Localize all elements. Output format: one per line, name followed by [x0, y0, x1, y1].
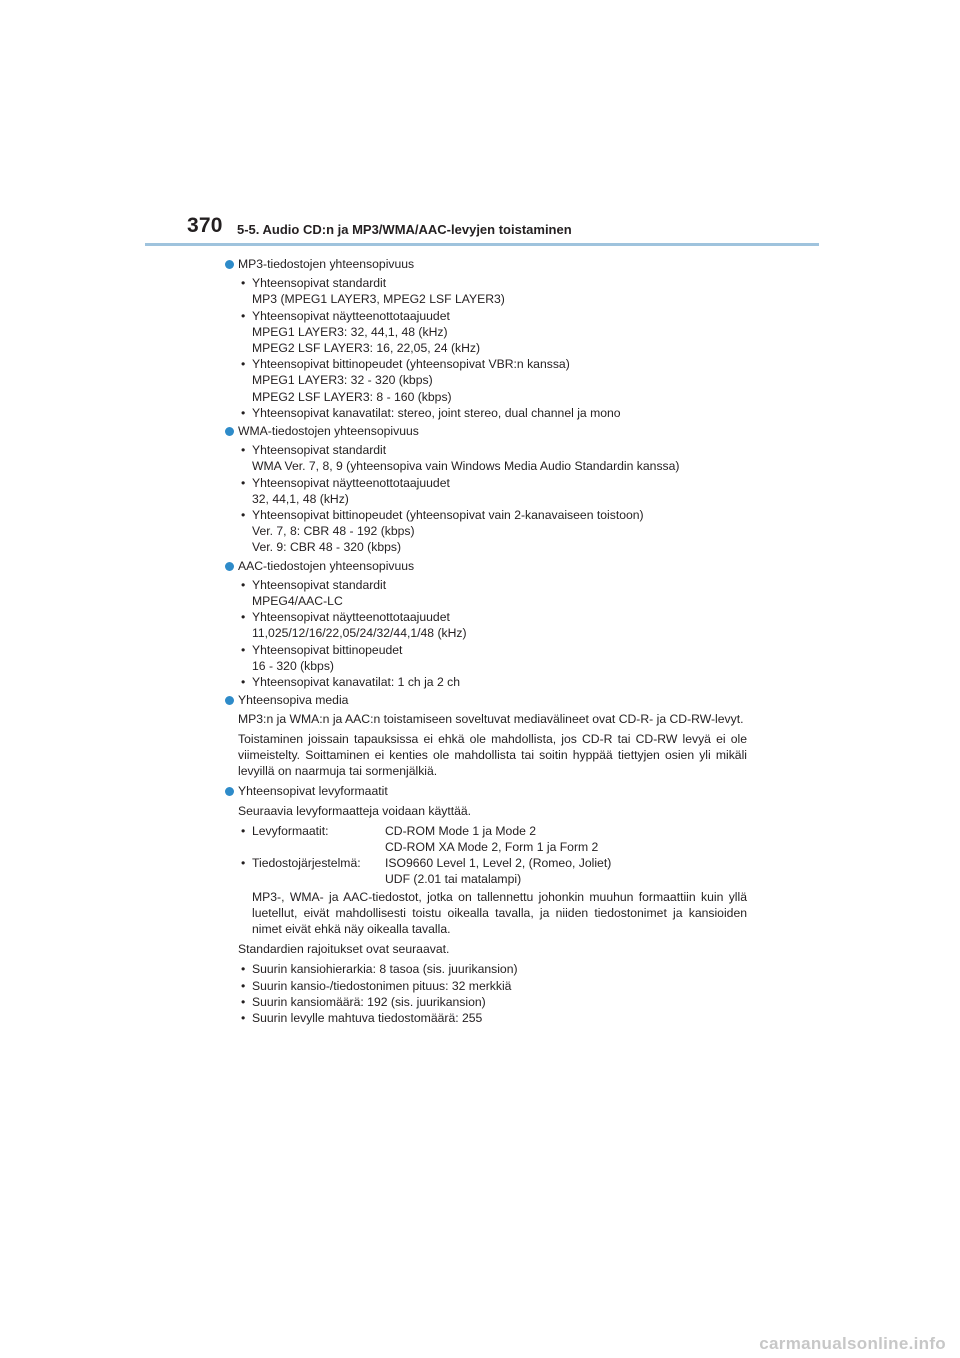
- list-item: • Yhteensopivat standardit MP3 (MPEG1 LAYER3, MPEG2 LSF LAYER3): [238, 275, 747, 307]
- page-content: [225, 256, 747, 1028]
- format-value: UDF (2.01 tai matalampi): [385, 872, 522, 887]
- list-item: • Yhteensopivat kanavatilat: stereo, joint stereo, dual channel ja mono: [238, 405, 747, 421]
- paragraph: Seuraavia levyformaatteja voidaan käyttää.: [238, 803, 472, 818]
- format-value: ISO9660 Level 1, Level 2, (Romeo, Joliet): [385, 856, 612, 871]
- item-label: Yhteensopivat näytteenottotaajuudet: [252, 610, 450, 625]
- item-label: Yhteensopivat kanavatilat: stereo, joint stereo, dual channel ja mono: [252, 405, 621, 420]
- format-key: Tiedostojärjestelmä:: [252, 856, 361, 871]
- item-value: 32, 44,1, 48 (kHz): [252, 491, 349, 506]
- item-value: Ver. 9: CBR 48 - 320 (kbps): [252, 540, 402, 555]
- list-item: • Yhteensopivat bittinopeudet (yhteensopivat vain 2-kanavaiseen toistoon) Ver. 7, 8: CBR 48 - 192 (kbps) Ver. 9: CBR 48 - 320 (kbps): [238, 507, 747, 556]
- section-media: [225, 692, 747, 779]
- list-item: • Yhteensopivat bittinopeudet (yhteensopivat VBR:n kanssa) MPEG1 LAYER3: 32 - 320 (kbps) MPEG2 LSF LAYER3: 8 - 160 (kbps): [238, 356, 747, 405]
- format-row: • Tiedostojärjestelmä: ISO9660 Level 1, Level 2, (Romeo, Joliet) UDF (2.01 tai matalampi): [241, 856, 612, 887]
- list-item: • Yhteensopivat näytteenottotaajuudet 32, 44,1, 48 (kHz): [238, 475, 747, 507]
- list-item: • Suurin kansiomäärä: 192 (sis. juurikansion): [238, 994, 747, 1010]
- section-heading: [225, 423, 747, 439]
- bullet-dot-icon: [225, 562, 234, 571]
- section-formats: [225, 783, 747, 1026]
- section-heading: [225, 692, 747, 708]
- item-label: Yhteensopivat bittinopeudet: [252, 642, 403, 657]
- item-label: Suurin kansiohierarkia: 8 tasoa (sis. juurikansion): [252, 962, 518, 977]
- bullet-dot-icon: [225, 260, 234, 269]
- item-label: Yhteensopivat näytteenottotaajuudet: [252, 308, 450, 323]
- list-item: • Yhteensopivat näytteenottotaajuudet 11,025/12/16/22,05/24/32/44,1/48 (kHz): [238, 609, 747, 641]
- list-item: • Yhteensopivat standardit WMA Ver. 7, 8, 9 (yhteensopiva vain Windows Media Audio Standardin kanssa): [238, 442, 747, 474]
- section-heading: [225, 558, 747, 574]
- item-value: 11,025/12/16/22,05/24/32/44,1/48 (kHz): [252, 626, 467, 641]
- list-item: • Suurin kansio-/tiedostonimen pituus: 32 merkkiä: [238, 978, 747, 994]
- heading-text: WMA-tiedostojen yhteensopivuus: [238, 424, 419, 439]
- item-label: Yhteensopivat standardit: [252, 577, 387, 592]
- bullet-dot-icon: [225, 427, 234, 436]
- item-value: MPEG2 LSF LAYER3: 16, 22,05, 24 (kHz): [252, 341, 481, 356]
- paragraph: Standardien rajoitukset ovat seuraavat.: [238, 942, 450, 957]
- item-value: WMA Ver. 7, 8, 9 (yhteensopiva vain Windows Media Audio Standardin kanssa): [252, 459, 680, 474]
- item-label: Yhteensopivat standardit: [252, 443, 387, 458]
- header-rule: [145, 243, 819, 246]
- item-label: Suurin kansio-/tiedostonimen pituus: 32 merkkiä: [252, 978, 512, 993]
- watermark-text: carmanualsonline.info: [759, 1334, 946, 1353]
- item-label: Yhteensopivat bittinopeudet (yhteensopivat VBR:n kanssa): [252, 357, 570, 372]
- item-label: Suurin kansiomäärä: 192 (sis. juurikansion): [252, 994, 486, 1009]
- format-value: CD-ROM XA Mode 2, Form 1 ja Form 2: [385, 839, 599, 854]
- list-item: • Suurin kansiohierarkia: 8 tasoa (sis. juurikansion): [238, 961, 747, 977]
- format-note: MP3-, WMA- ja AAC-tiedostot, jotka on tallennettu johonkin muuhun formaattiin kuin yllä luetellut, eivät mahdollisesti toistu oikealla tavalla, ja niiden tiedostonimet ja kansioiden nimet eivät ehkä näy oikealla tavalla.: [252, 889, 747, 936]
- item-value: MP3 (MPEG1 LAYER3, MPEG2 LSF LAYER3): [252, 292, 505, 307]
- section-mp3: [225, 256, 747, 421]
- format-value: CD-ROM Mode 1 ja Mode 2: [385, 823, 537, 838]
- section-heading: [225, 256, 747, 272]
- list-item: • Yhteensopivat näytteenottotaajuudet MPEG1 LAYER3: 32, 44,1, 48 (kHz) MPEG2 LSF LAYER3: 16, 22,05, 24 (kHz): [238, 308, 747, 357]
- section-aac: [225, 558, 747, 691]
- item-value: MPEG2 LSF LAYER3: 8 - 160 (kbps): [252, 389, 452, 404]
- section-wma: [225, 423, 747, 556]
- item-value: MPEG4/AAC-LC: [252, 594, 343, 609]
- list-item: • Suurin levylle mahtuva tiedostomäärä: 255: [238, 1010, 747, 1026]
- format-key: Levyformaatit:: [252, 823, 329, 838]
- item-label: Yhteensopivat näytteenottotaajuudet: [252, 475, 450, 490]
- item-value: MPEG1 LAYER3: 32, 44,1, 48 (kHz): [252, 324, 448, 339]
- item-label: Yhteensopivat kanavatilat: 1 ch ja 2 ch: [252, 675, 460, 690]
- list-item: • Yhteensopivat bittinopeudet 16 - 320 (kbps): [238, 642, 747, 674]
- paragraph: Toistaminen joissain tapauksissa ei ehkä ole mahdollista, jos CD-R tai CD-RW levyä ei ole viimeistelty. Soittaminen ei kenties ole mahdollista tai soitin hyppää tiettyjen osien yli mikäli levyillä on naarmuja tai sormenjälkiä.: [238, 731, 747, 779]
- item-label: Yhteensopivat standardit: [252, 276, 387, 291]
- heading-text: AAC-tiedostojen yhteensopivuus: [238, 558, 415, 573]
- page-number: 370: [187, 214, 223, 237]
- heading-text: MP3-tiedostojen yhteensopivuus: [238, 257, 415, 271]
- paragraph: MP3:n ja WMA:n ja AAC:n toistamiseen soveltuvat mediavälineet ovat CD-R- ja CD-RW-levyt.: [238, 712, 744, 727]
- item-label: Suurin levylle mahtuva tiedostomäärä: 255: [252, 1010, 483, 1025]
- item-label: Yhteensopivat bittinopeudet (yhteensopivat vain 2-kanavaiseen toistoon): [252, 508, 644, 523]
- item-value: Ver. 7, 8: CBR 48 - 192 (kbps): [252, 524, 415, 539]
- chapter-title: 5-5. Audio CD:n ja MP3/WMA/AAC-levyjen toistaminen: [237, 222, 572, 237]
- list-item: • Yhteensopivat standardit MPEG4/AAC-LC: [238, 577, 747, 609]
- list-item: • Yhteensopivat kanavatilat: 1 ch ja 2 ch: [238, 674, 747, 690]
- page-header: [145, 214, 819, 246]
- bullet-dot-icon: [225, 787, 234, 796]
- item-value: MPEG1 LAYER3: 32 - 320 (kbps): [252, 373, 433, 388]
- heading-text: Yhteensopiva media: [238, 693, 349, 708]
- item-value: 16 - 320 (kbps): [252, 658, 334, 673]
- section-heading: [225, 783, 747, 799]
- bullet-dot-icon: [225, 696, 234, 705]
- format-row: • Levyformaatit: CD-ROM Mode 1 ja Mode 2 CD-ROM XA Mode 2, Form 1 ja Form 2: [241, 823, 599, 854]
- heading-text: Yhteensopivat levyformaatit: [238, 784, 388, 799]
